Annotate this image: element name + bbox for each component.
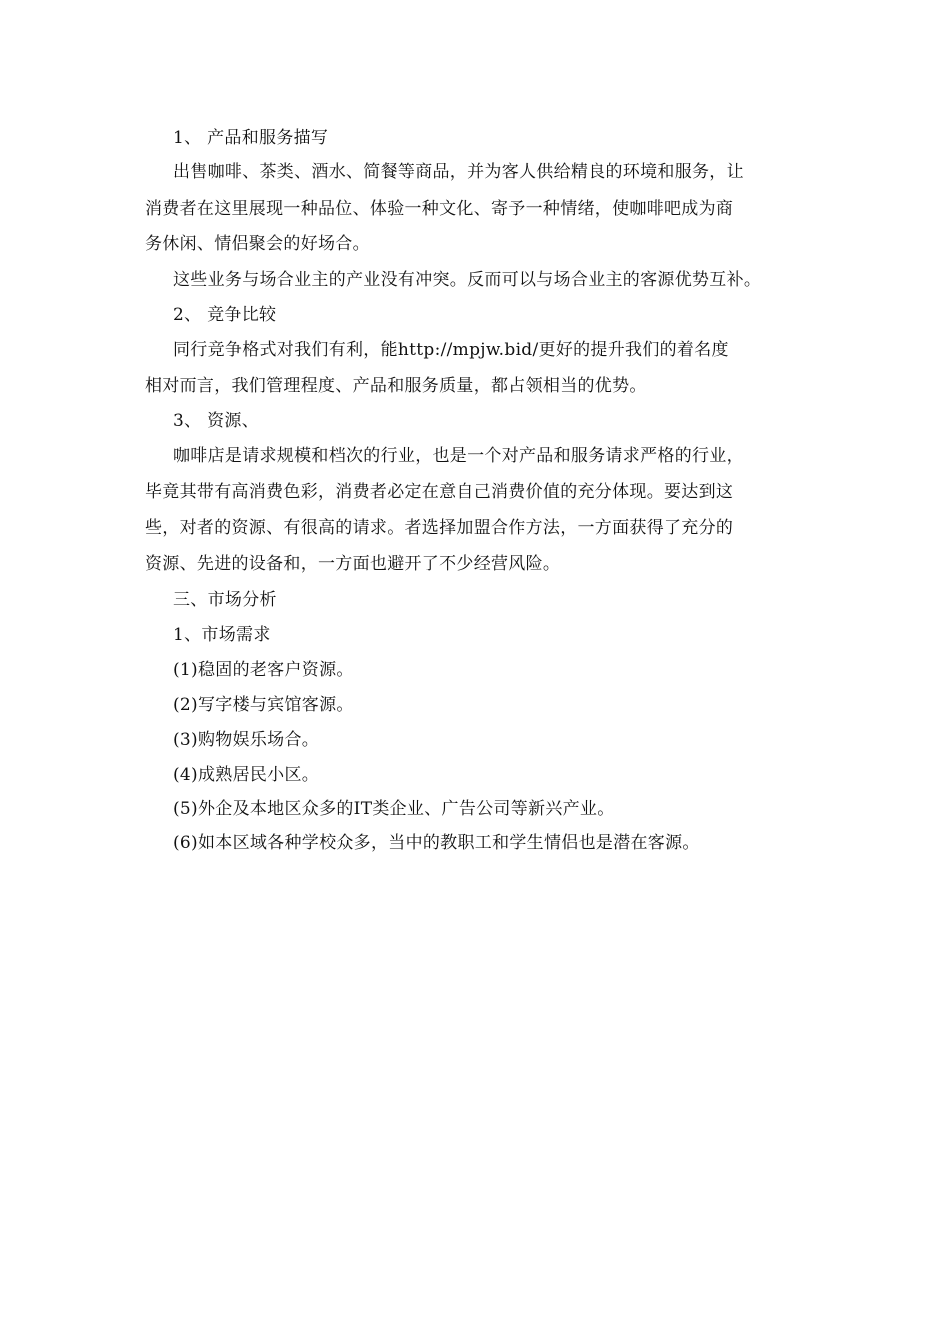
paragraph-line: 同行竞争格式对我们有利，能http://mpjw.bid/更好的提升我们的着名度	[173, 340, 729, 360]
section-heading-product-service: 1、 产品和服务描写	[173, 128, 329, 148]
paragraph-line: 咖啡店是请求规模和档次的行业，也是一个对产品和服务请求严格的行业，	[173, 446, 744, 466]
paragraph-line: 消费者在这里展现一种品位、体验一种文化、寄予一种情绪，使咖啡吧成为商	[145, 199, 734, 219]
list-item: (4)成熟居民小区。	[173, 765, 320, 785]
section-heading-market-analysis: 三、市场分析	[173, 590, 277, 610]
list-item: (5)外企及本地区众多的IT类企业、广告公司等新兴产业。	[173, 799, 615, 819]
paragraph-line: 资源、先进的设备和，一方面也避开了不少经营风险。	[145, 554, 561, 574]
paragraph-line: 务休闲、情侣聚会的好场合。	[145, 234, 370, 254]
section-heading-competition: 2、 竞争比较	[173, 305, 277, 325]
subsection-heading-market-demand: 1、市场需求	[173, 625, 271, 645]
list-item: (1)稳固的老客户资源。	[173, 660, 354, 680]
section-heading-resources: 3、 资源、	[173, 411, 260, 431]
paragraph-line: 相对而言，我们管理程度、产品和服务质量，都占领相当的优势。	[145, 376, 647, 396]
paragraph-line: 些，对者的资源、有很高的请求。者选择加盟合作方法，一方面获得了充分的	[145, 518, 734, 538]
list-item: (3)购物娱乐场合。	[173, 730, 320, 750]
paragraph-line: 出售咖啡、茶类、酒水、简餐等商品，并为客人供给精良的环境和服务，让	[173, 162, 744, 182]
paragraph-line: 毕竟其带有高消费色彩，消费者必定在意自己消费价值的充分体现。要达到这	[145, 482, 734, 502]
list-item: (2)写字楼与宾馆客源。	[173, 695, 354, 715]
list-item: (6)如本区域各种学校众多，当中的教职工和学生情侣也是潜在客源。	[173, 833, 700, 853]
paragraph-line: 这些业务与场合业主的产业没有冲突。反而可以与场合业主的客源优势互补。	[173, 270, 762, 290]
